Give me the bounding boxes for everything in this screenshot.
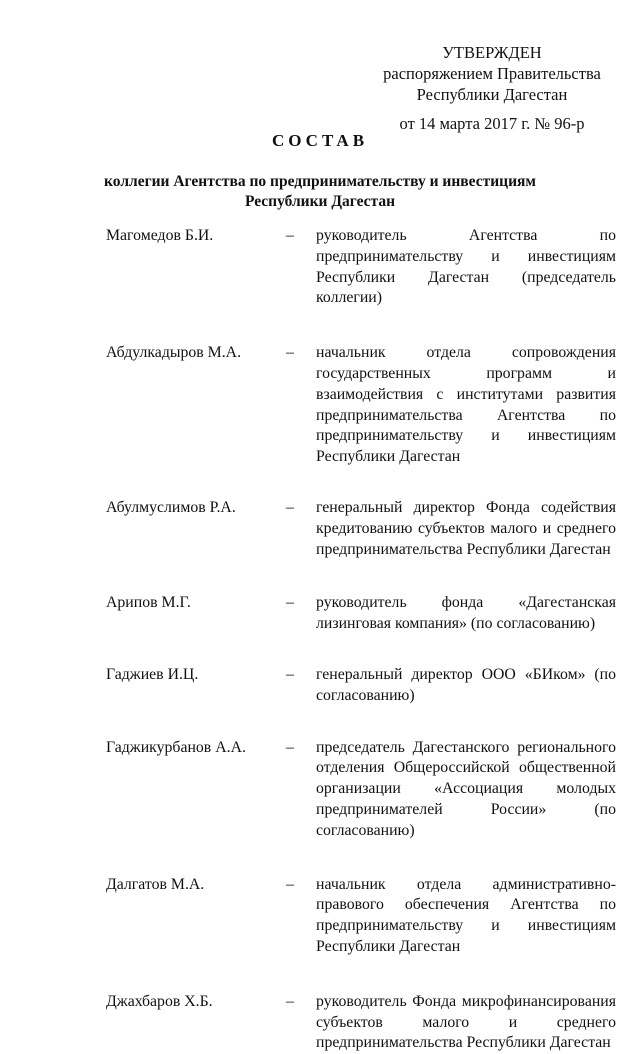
approval-region-line: Республики Дагестан bbox=[416, 85, 568, 104]
document-subtitle bbox=[0, 172, 640, 212]
list-item bbox=[106, 593, 616, 635]
member-role: руководитель Фонда микрофинансирования субъектов малого и среднего предпринимательства Республики Дагестан bbox=[316, 992, 616, 1052]
list-item bbox=[106, 665, 616, 707]
member-role: генеральный директор Фонда содействия кредитованию субъектов малого и среднего предпринимательства Республики Дагестан bbox=[316, 498, 616, 558]
list-item bbox=[106, 343, 616, 468]
member-name: Абулмуслимов Р.А. bbox=[106, 498, 236, 516]
approval-block bbox=[382, 42, 602, 134]
member-dash: – bbox=[286, 875, 294, 893]
member-role: генеральный директор ООО «БИком» (по согласованию) bbox=[316, 665, 616, 704]
approval-title: УТВЕРЖДЕН bbox=[442, 43, 542, 62]
member-dash: – bbox=[286, 992, 294, 1010]
member-name: Магомедов Б.И. bbox=[106, 227, 214, 244]
member-role: председатель Дагестанского регионального отделения Общероссийской общественной организации «Ассоциация молодых предпринимателей России» (по согласованию) bbox=[316, 738, 616, 839]
member-dash: – bbox=[286, 594, 294, 612]
members-list bbox=[106, 226, 616, 1054]
subtitle-line-1: коллегии Агентства по предпринимательству и инвестициям bbox=[104, 173, 536, 190]
member-role: начальник отдела административно-правового обеспечения Агентства по предпринимательству и инвестициям Республики Дагестан bbox=[316, 875, 616, 955]
subtitle-line-2: Республики Дагестан bbox=[244, 193, 396, 210]
member-dash: – bbox=[286, 498, 294, 516]
list-item bbox=[106, 875, 616, 958]
member-name: Джахбаров Х.Б. bbox=[106, 992, 213, 1010]
member-dash: – bbox=[286, 344, 294, 362]
list-item bbox=[106, 498, 616, 560]
member-role: руководитель Агентства по предпринимательству и инвестициям Республики Дагестан (председатель коллегии) bbox=[316, 227, 616, 307]
member-role: начальник отдела сопровождения государственных программ и взаимодействия с институтами развития предпринимательства Агентства по предпринимательству и инвестициям Республики Дагестан bbox=[316, 344, 616, 466]
approval-order-line: распоряжением Правительства bbox=[383, 64, 601, 83]
member-role: руководитель фонда «Дагестанская лизинговая компания» (по согласованию) bbox=[316, 594, 616, 633]
approval-date-line: от 14 марта 2017 г. № 96-р bbox=[399, 114, 585, 133]
member-name: Абдулкадыров М.А. bbox=[106, 344, 242, 362]
list-item bbox=[106, 992, 616, 1054]
member-dash: – bbox=[286, 738, 294, 756]
member-dash: – bbox=[286, 227, 294, 244]
member-name: Арипов М.Г. bbox=[106, 594, 191, 612]
document-heading: СОСТАВ bbox=[271, 131, 369, 150]
member-name: Гаджикурбанов А.А. bbox=[106, 738, 246, 756]
member-name: Гаджиев И.Ц. bbox=[106, 665, 199, 683]
member-dash: – bbox=[286, 665, 294, 683]
list-item bbox=[106, 226, 616, 309]
list-item bbox=[106, 738, 616, 842]
member-name: Далгатов М.А. bbox=[106, 875, 205, 893]
